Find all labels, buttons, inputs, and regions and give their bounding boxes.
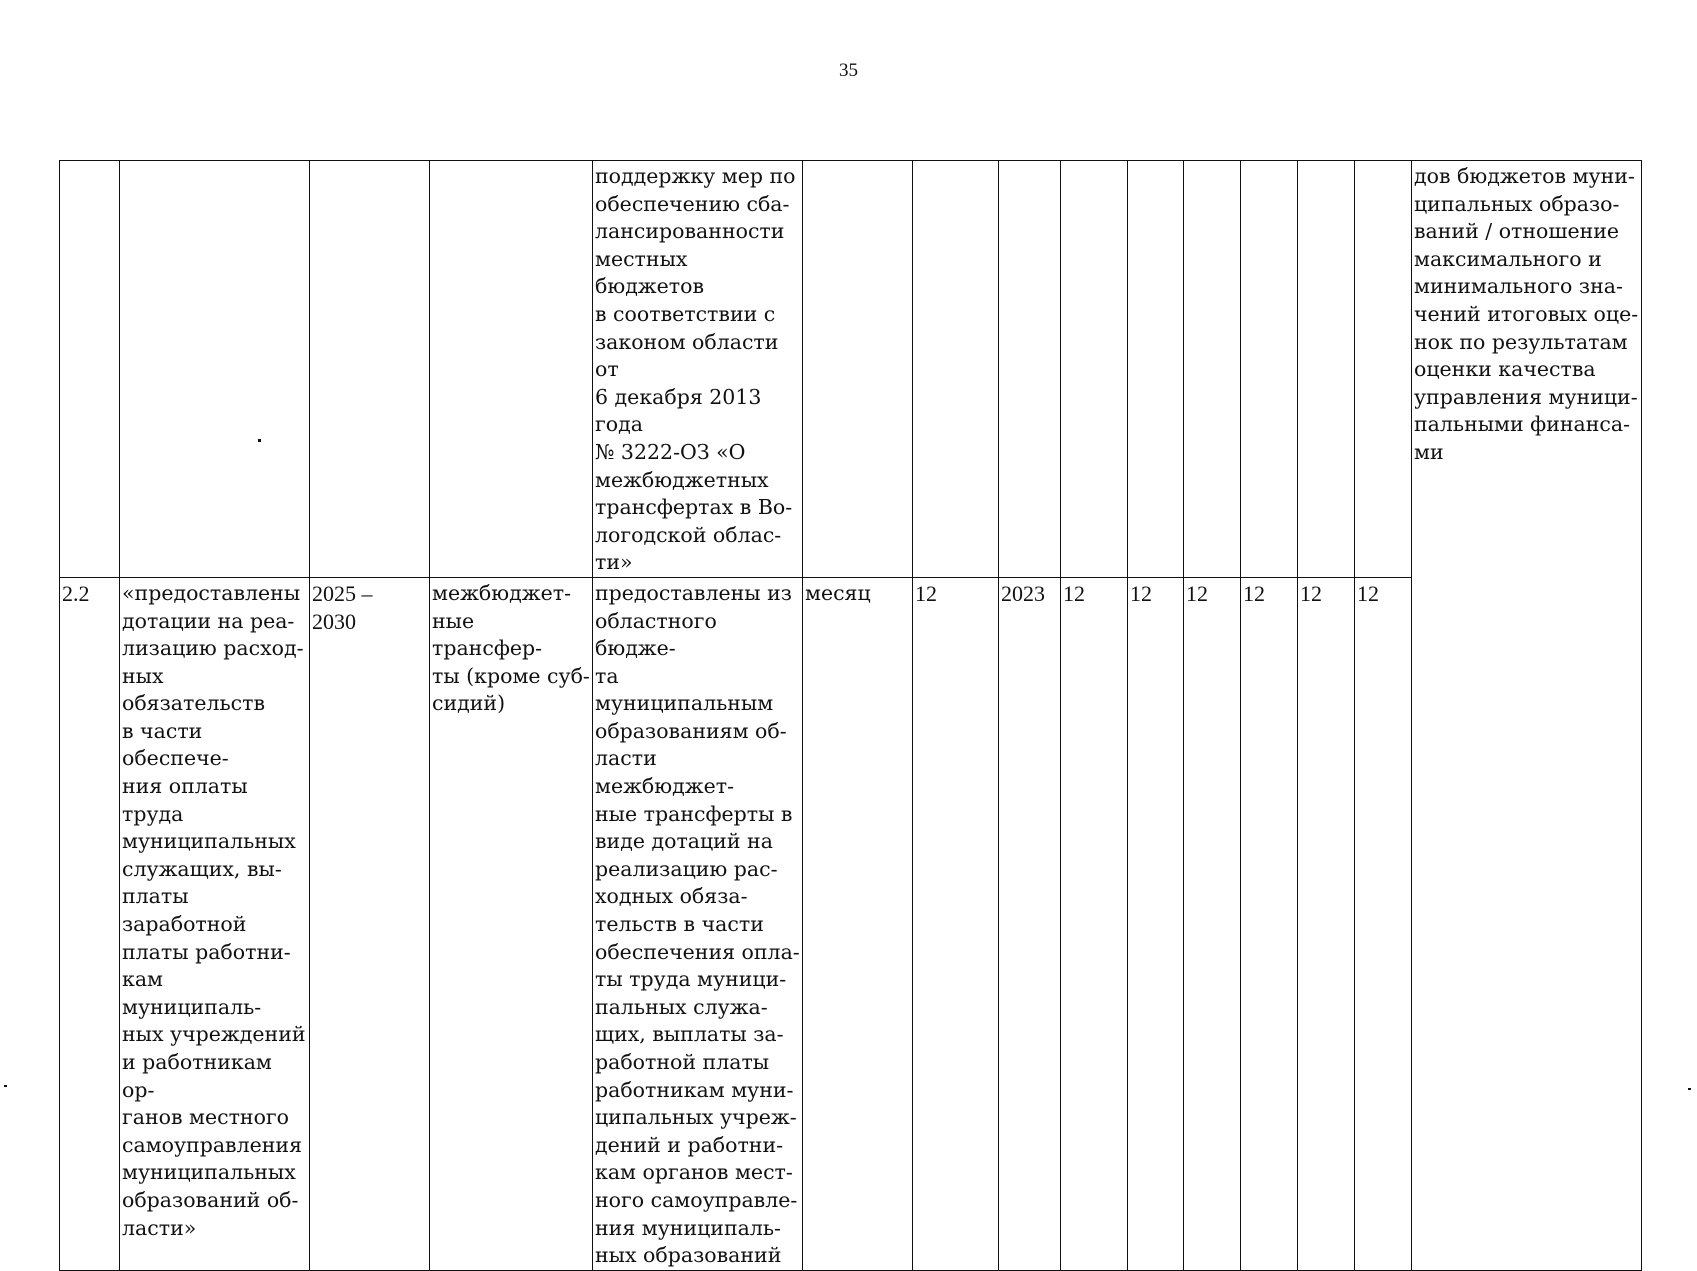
cell-base-year	[999, 161, 1061, 578]
cell-value-2029	[1298, 161, 1355, 578]
scan-margin-mark-right	[1688, 1088, 1691, 1090]
cell-value-2026: 12	[1128, 577, 1184, 1270]
cell-value-2030	[1355, 161, 1412, 578]
cell-description: поддержку мер по обеспечению сба- лансированности местных бюджетов в соответствии с законом области от 6 декабря 2013 года № 3222-ОЗ «О межбюджетных трансфертах в Во- логодской облас- ти»	[593, 161, 803, 578]
cell-period: 2025 – 2030	[310, 577, 430, 1270]
cell-value-2027	[1184, 161, 1241, 578]
cell-value-2026	[1128, 161, 1184, 578]
cell-base-value: 12	[913, 577, 999, 1270]
table-row	[60, 161, 1642, 578]
cell-methodology: дов бюджетов муни- ципальных образо- ваний / отношение максимального и минимального зна- чений итоговых оце- нок по результатам оценки качества управления муници- пальными финанса- ми	[1412, 161, 1642, 1271]
cell-value-2025: 12	[1061, 577, 1128, 1270]
cell-number	[60, 161, 120, 578]
cell-unit: месяц	[803, 577, 913, 1270]
cell-base-value	[913, 161, 999, 578]
cell-type: межбюджет- ные трансфер- ты (кроме суб- сидий)	[430, 577, 593, 1270]
cell-value-2027: 12	[1184, 577, 1241, 1270]
scan-margin-mark-left	[4, 1085, 7, 1087]
indicators-table	[59, 160, 1642, 1271]
cell-period	[310, 161, 430, 578]
cell-result-name: «предоставлены дотации на реа- лизацию расход- ных обязательств в части обеспече- ния оплаты труда муниципальных служащих, вы- платы заработной платы работни- кам муниципаль- ных учреждений и работникам ор- ганов местного самоуправления муниципальных образований об- ласти»	[120, 577, 310, 1270]
cell-number: 2.2	[60, 577, 120, 1270]
cell-value-2025	[1061, 161, 1128, 578]
page-number: 35	[839, 60, 858, 81]
cell-value-2029: 12	[1298, 577, 1355, 1270]
cell-result-name	[120, 161, 310, 578]
table-row	[60, 577, 1642, 1270]
stray-dot-mark	[258, 439, 261, 442]
cell-type	[430, 161, 593, 578]
cell-value-2028	[1241, 161, 1298, 578]
cell-base-year: 2023	[999, 577, 1061, 1270]
cell-description: предоставлены из областного бюдже- та муниципальным образованиям об- ласти межбюджет- ные трансферты в виде дотаций на реализацию рас- ходных обяза- тельств в части обеспечения опла- ты труда муници- пальных служа- щих, выплаты за- работной платы работникам муни- ципальных учреж- дений и работни- кам органов мест- ного самоуправле- ния муниципаль- ных образований	[593, 577, 803, 1270]
cell-value-2028: 12	[1241, 577, 1298, 1270]
cell-value-2030: 12	[1355, 577, 1412, 1270]
cell-unit	[803, 161, 913, 578]
